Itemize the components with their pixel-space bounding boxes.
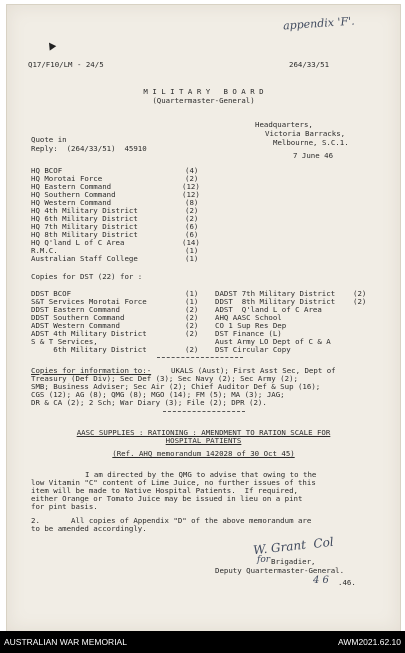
address-line: Melbourne, S.C.1. (273, 138, 349, 147)
reply-reference: Reply: (264/33/51) 45910 (31, 144, 147, 153)
info-line: CGS (12); AG (8); QMG (8); MGO (14); FM (5); MA (3); JAG; (31, 390, 285, 399)
reference-right: 264/33/51 (289, 60, 330, 69)
subject-reference: (Ref. AHQ memorandum 142028 of 30 Oct 45) (112, 449, 295, 458)
board-title: M I L I T A R Y B O A R D (143, 87, 264, 96)
info-line: DR & CA (2); 2 Sch; War Diary (3); File (2); DPR (2). (31, 398, 267, 407)
subject-line: HOSPITAL PATIENTS (165, 436, 242, 445)
separator-line (163, 411, 245, 412)
handwritten-signature: W. Grant Col (252, 534, 335, 558)
address-line: Headquarters, (255, 120, 313, 129)
paper-mark (46, 40, 57, 50)
footer-institution: AUSTRALIAN WAR MEMORIAL (4, 637, 127, 647)
address-line: Victoria Barracks, (265, 129, 346, 138)
footer-accession-number: AWM2021.62.10 (338, 637, 401, 647)
info-heading: Copies for information to:- (31, 366, 152, 375)
reference-left: Q17/F10/LM - 24/5 (28, 60, 104, 69)
board-subtitle: (Quartermaster-General) (152, 96, 255, 105)
info-line: Treasury (Def Div); Sec Def (3); Sec Navy (2); Sec Army (2); (31, 374, 298, 383)
document-page: appendix 'F'. Q17/F10/LM - 24/5 264/33/51 M I L I T A R Y B O A R D (Quartermaster-General) Headquarters, Victoria Barracks, Melbourne, S.C.1. Quote in Reply: (264/33/51) 45910 7 June 46 HQ BCOF (4) HQ Morotai Force (2) HQ Eastern Command (12) HQ Southern Command (12) HQ Western Command (8) HQ 4th Military District (2) HQ 6th Military District (2) HQ 7th Military District (6) HQ 8th Military District (6) HQ Q'land L of C Area (14) R.M.C. (1) Australian Staff College (1) Copies for DST (22) for : DDST BCOF (1) S&T Services Morotai Force (1) DDST Eastern Command (2) DDST Southern Command (2) ADST Western Command (2) ADST 4th Military District (2) S & T Services, 6th Military District (2) DADST 7th Military District (2) DDST 8th Military District (2) ADST Q'land L of C Area AHQ AASC School CO 1 Sup Res Dep DST Finance (L) Aust Army LO Dept of C & A DST Circular Copy Copies for information to:- UKALS (Aust); First Asst Sec, Dept of Treasury (Def Div); Sec Def (3); Sec Navy (2); Sec Army (2); SMB; Business Adviser; Sec Air (2); Chief Auditor Def & Sup (16); CGS (12); AG (8); QMG (8); MGO (14); FM (5); MA (3); JAG; DR & CA (2); 2 Sch; War Diary (3); File (2); DPR (2). AASC SUPPLIES : RATIONING : AMENDMENT TO RATION SCALE FOR HOSPITAL PATIENTS (Ref. AHQ memorandum 142028 of 30 Oct 45) I am directed by the QMG to advise that owing to the low Vitamin "C" content of Lime Juice, no further issues of this item will be made to Native Hospital Patients. If required, either Orange or Tomato Juice may be issued in lieu on a pint for pint basis. 2. All copies of Appendix "D" of the above memorandum are to be amended accordingly. W. Grant Col for Brigadier, Deputy Quartermaster-General. 4 6 .46. (6, 4, 401, 632)
separator-line (157, 357, 243, 358)
archive-footer (0, 631, 405, 653)
signatory-rank: Brigadier, (271, 557, 316, 566)
signature-year: .46. (338, 578, 356, 587)
document-date: 7 June 46 (293, 151, 334, 160)
copies-dst-heading: Copies for DST (22) for : (31, 272, 143, 281)
subject-line: AASC SUPPLIES : RATIONING : AMENDMENT TO RATION SCALE FOR (76, 428, 331, 437)
quote-label: Quote in (31, 135, 67, 144)
handwritten-for: for (257, 555, 271, 565)
info-line: UKALS (Aust); First Asst Sec, Dept of (171, 366, 336, 375)
handwritten-appendix-annotation: appendix 'F'. (282, 14, 356, 33)
info-line: SMB; Business Adviser; Sec Air (2); Chief Auditor Def & Sup (16); (31, 382, 321, 391)
handwritten-date: 4 6 (313, 575, 329, 586)
signatory-title: Deputy Quartermaster-General. (215, 566, 345, 575)
